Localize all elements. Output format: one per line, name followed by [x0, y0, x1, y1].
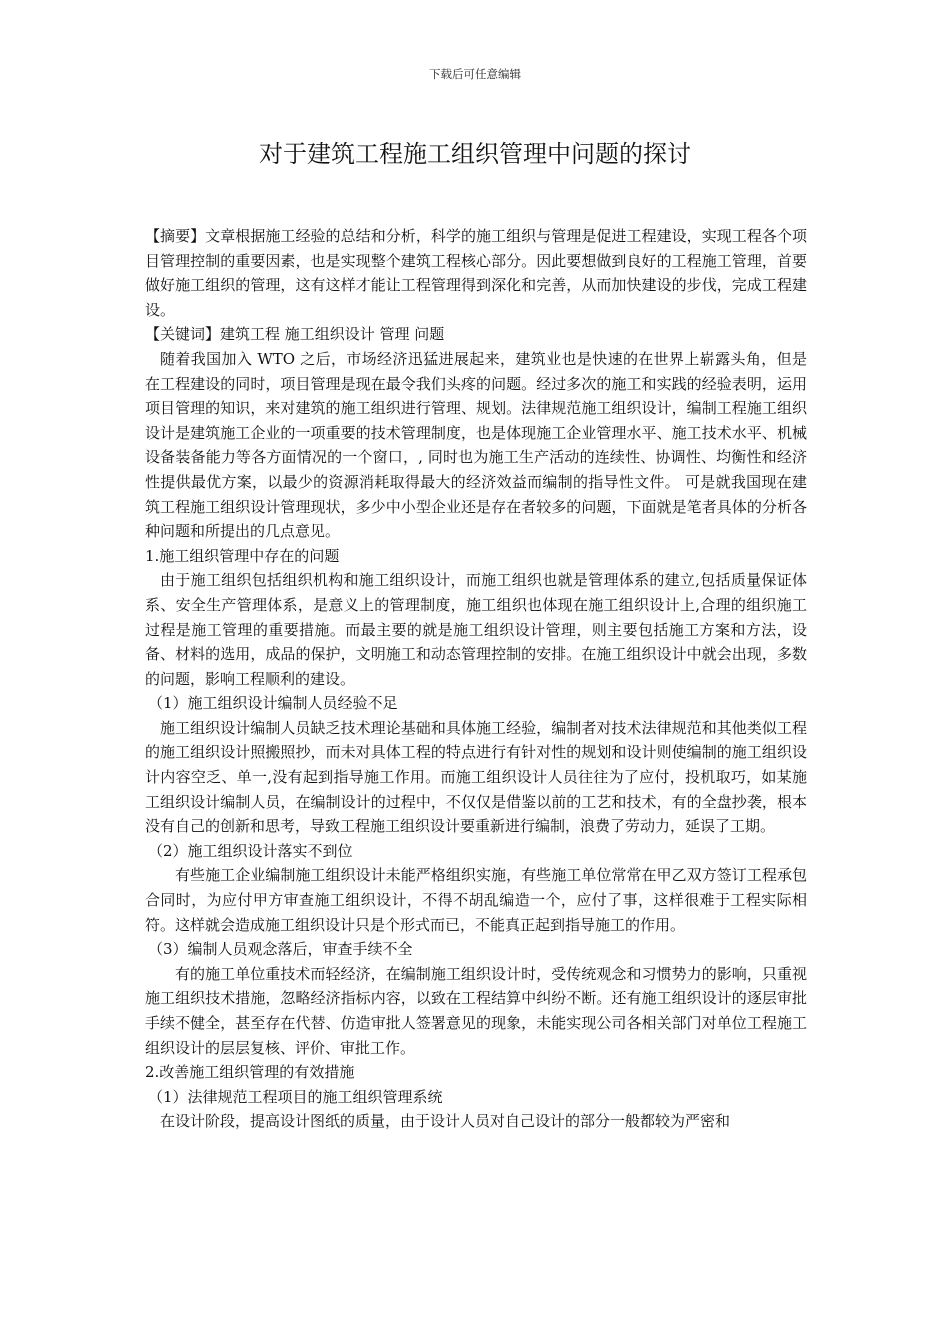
section-2-heading: 2.改善施工组织管理的有效措施: [145, 1063, 355, 1082]
section-2-sub-1-heading: （1）法律规范工程项目的施工组织管理系统: [148, 1087, 443, 1106]
document-body: [145, 224, 807, 1134]
section-1-sub-2-heading: （2）施工组织设计落实不到位: [148, 841, 353, 860]
section-1-sub-1-heading: （1）施工组织设计编制人员经验不足: [148, 694, 398, 713]
header-note: 下载后可任意编辑: [429, 67, 521, 81]
keywords-line: 【关键词】建筑工程 施工组织设计 管理 问题: [145, 325, 445, 344]
section-1-sub-2-paragraph: 有些施工企业编制施工组织设计未能严格组织实施，有些施工单位常常在甲乙双方签订工程承包合同时，为应付甲方审查施工组织设计，不得不胡乱编造一个，应付了事，这样很难于工程实际相符。这样就会造成施工组织设计只是个形式而已，不能真正起到指导施工的作用。: [145, 866, 807, 934]
section-1-sub-3-paragraph: 有的施工单位重技术而轻经济，在编制施工组织设计时，受传统观念和习惯势力的影响，只重视施工组织技术措施，忽略经济指标内容，以致在工程结算中纠纷不断。还有施工组织设计的逐层审批手续不健全，甚至存在代替、仿造审批人签署意见的现象，未能实现公司各相关部门对单位工程施工组织设计的层层复核、评价、审批工作。: [145, 964, 807, 1057]
section-1-heading: 1.施工组织管理中存在的问题: [145, 546, 340, 565]
section-1-sub-1-paragraph: 施工组织设计编制人员缺乏技术理论基础和具体施工经验，编制者对技术法律规范和其他类似工程的施工组织设计照搬照抄，而未对具体工程的特点进行有针对性的规划和设计则使编制的施工组织设计内容空乏、单一,没有起到指导施工作用。而施工组织设计人员往往为了应付，投机取巧，如某施工组织设计编制人员，在编制设计的过程中，不仅仅是借鉴以前的工艺和技术，有的全盘抄袭，根本没有自己的创新和思考，导致工程施工组织设计要重新进行编制，浪费了劳动力，延误了工期。: [145, 718, 807, 836]
section-1-paragraph: 由于施工组织包括组织机构和施工组织设计，而施工组织也就是管理体系的建立,包括质量保证体系、安全生产管理体系，是意义上的管理制度，施工组织也体现在施工组织设计上,合理的组织施工过程是施工管理的重要措施。而最主要的就是施工组织设计管理，则主要包括施工方案和方法，设备、材料的选用，成品的保护，文明施工和动态管理控制的安排。在施工组织设计中就会出现，多数的问题，影响工程顺利的建设。: [145, 571, 807, 688]
document-title: 对于建筑工程施工组织管理中问题的探讨: [259, 140, 691, 168]
intro-paragraph: 随着我国加入 WTO 之后，市场经济迅猛进展起来，建筑业也是快速的在世界上崭露头角，但是在工程建设的同时，项目管理是现在最令我们头疼的问题。经过多次的施工和实践的经验表明，运用项目管理的知识，来对建筑的施工组织进行管理、规划。法律规范施工组织设计，编制工程施工组织设计是建筑施工企业的一项重要的技术管理制度，也是体现施工企业管理水平、施工技术水平、机械设备装备能力等各方面情况的一个窗口，, 同时也为施工生产活动的连续性、协调性、均衡性和经济性提供最优方案，以最少的资源消耗取得最大的经济效益而编制的指导性文件。 可是就我国现在建筑工程施工组织设计管理现状，多少中小型企业还是存在者较多的问题，下面就是笔者具体的分析各种问题和所提出的几点意见。: [145, 349, 807, 541]
abstract-paragraph: 【摘要】文章根据施工经验的总结和分析，科学的施工组织与管理是促进工程建设，实现工程各个项目管理控制的重要因素，也是实现整个建筑工程核心部分。因此要想做到良好的工程施工管理，首要做好施工组织的管理，这有这样才能让工程管理得到深化和完善，从而加快建设的步伐，完成工程建设。: [145, 227, 807, 319]
section-2-sub-1-paragraph: 在设计阶段，提高设计图纸的质量，由于设计人员对自己设计的部分一般都较为严密和: [160, 1112, 731, 1131]
section-1-sub-3-heading: （3）编制人员观念落后，审查手续不全: [148, 940, 413, 959]
